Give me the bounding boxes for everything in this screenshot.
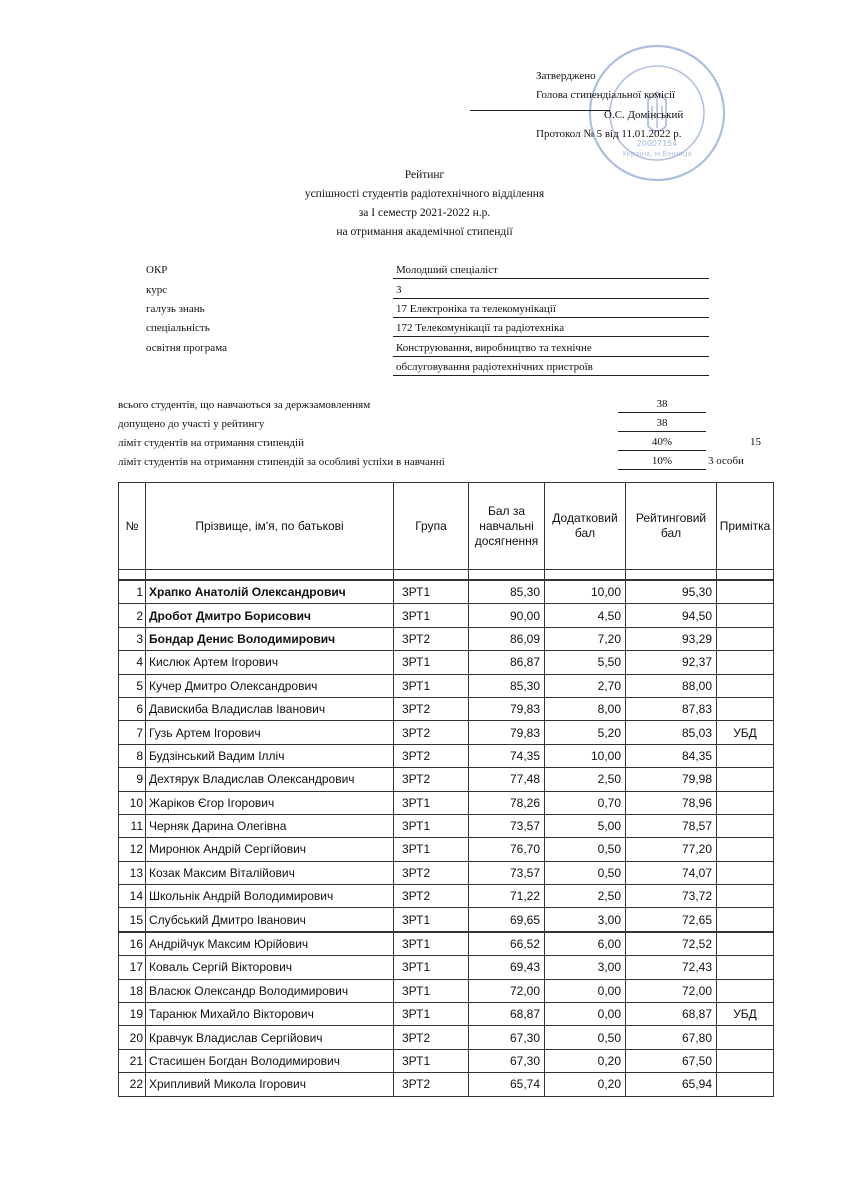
cell-academic-score: 79,83 bbox=[469, 721, 545, 744]
cell-group: 3РТ1 bbox=[394, 979, 469, 1002]
cell-rating: 84,35 bbox=[626, 744, 717, 767]
col-header-number: № bbox=[119, 483, 146, 570]
cell-number: 13 bbox=[119, 861, 146, 884]
cell-note bbox=[717, 956, 774, 979]
approval-commission-head: Голова стипендіальної комісії bbox=[536, 89, 676, 101]
cell-academic-score: 69,65 bbox=[469, 908, 545, 932]
cell-name: Слубський Дмитро Іванович bbox=[146, 908, 394, 932]
cell-number: 16 bbox=[119, 932, 146, 956]
col-header-academic-score: Бал за навчальні досягнення bbox=[469, 483, 545, 570]
cell-group: 3РТ2 bbox=[394, 768, 469, 791]
table-row bbox=[119, 956, 774, 979]
cell-number: 20 bbox=[119, 1026, 146, 1049]
col-header-note: Примітка bbox=[717, 483, 774, 570]
cell-academic-score: 85,30 bbox=[469, 674, 545, 697]
cell-group: 3РТ1 bbox=[394, 1049, 469, 1072]
cell-note bbox=[717, 908, 774, 932]
cell-bonus: 0,00 bbox=[545, 979, 626, 1002]
cell-note bbox=[717, 674, 774, 697]
cell-bonus: 0,50 bbox=[545, 1026, 626, 1049]
field-label-specialty: спеціальність bbox=[146, 322, 210, 334]
cell-bonus: 5,20 bbox=[545, 721, 626, 744]
cell-academic-score: 72,00 bbox=[469, 979, 545, 1002]
cell-bonus: 0,50 bbox=[545, 861, 626, 884]
field-label-knowledge-area: галузь знань bbox=[146, 303, 205, 315]
limit-value-scholarship: 40% bbox=[618, 435, 706, 451]
cell-rating: 73,72 bbox=[626, 885, 717, 908]
table-row bbox=[119, 1003, 774, 1026]
cell-group: 3РТ1 bbox=[394, 814, 469, 837]
cell-bonus: 7,20 bbox=[545, 627, 626, 650]
spacer-cell bbox=[626, 570, 717, 581]
cell-number: 1 bbox=[119, 580, 146, 604]
cell-academic-score: 79,83 bbox=[469, 697, 545, 720]
table-body bbox=[119, 570, 774, 1097]
cell-number: 6 bbox=[119, 697, 146, 720]
col-header-bonus: Додатковий бал bbox=[545, 483, 626, 570]
table-spacer-row bbox=[119, 570, 774, 581]
cell-name: Стасишен Богдан Володимирович bbox=[146, 1049, 394, 1072]
cell-number: 8 bbox=[119, 744, 146, 767]
cell-academic-score: 86,09 bbox=[469, 627, 545, 650]
cell-number: 4 bbox=[119, 651, 146, 674]
cell-rating: 67,80 bbox=[626, 1026, 717, 1049]
spacer-cell bbox=[146, 570, 394, 581]
cell-note bbox=[717, 814, 774, 837]
cell-group: 3РТ2 bbox=[394, 721, 469, 744]
cell-name: Дехтярук Владислав Олександрович bbox=[146, 768, 394, 791]
cell-number: 22 bbox=[119, 1073, 146, 1096]
table-row bbox=[119, 932, 774, 956]
cell-group: 3РТ2 bbox=[394, 744, 469, 767]
cell-number: 11 bbox=[119, 814, 146, 837]
cell-name: Хрипливий Микола Ігорович bbox=[146, 1073, 394, 1096]
cell-bonus: 5,00 bbox=[545, 814, 626, 837]
table-row bbox=[119, 580, 774, 604]
cell-number: 10 bbox=[119, 791, 146, 814]
cell-note bbox=[717, 979, 774, 1002]
cell-academic-score: 85,30 bbox=[469, 580, 545, 604]
table-row bbox=[119, 604, 774, 627]
cell-note bbox=[717, 651, 774, 674]
cell-rating: 79,98 bbox=[626, 768, 717, 791]
cell-group: 3РТ1 bbox=[394, 838, 469, 861]
cell-bonus: 2,50 bbox=[545, 768, 626, 791]
cell-group: 3РТ1 bbox=[394, 1003, 469, 1026]
cell-rating: 72,00 bbox=[626, 979, 717, 1002]
cell-name: Черняк Дарина Олегівна bbox=[146, 814, 394, 837]
cell-rating: 67,50 bbox=[626, 1049, 717, 1072]
signature-line bbox=[470, 110, 610, 111]
cell-bonus: 10,00 bbox=[545, 580, 626, 604]
cell-rating: 92,37 bbox=[626, 651, 717, 674]
cell-bonus: 8,00 bbox=[545, 697, 626, 720]
cell-group: 3РТ2 bbox=[394, 885, 469, 908]
cell-group: 3РТ1 bbox=[394, 956, 469, 979]
table-row bbox=[119, 885, 774, 908]
cell-note: УБД bbox=[717, 1003, 774, 1026]
cell-rating: 74,07 bbox=[626, 861, 717, 884]
cell-rating: 65,94 bbox=[626, 1073, 717, 1096]
table-row bbox=[119, 768, 774, 791]
limit-value-total: 38 bbox=[618, 397, 706, 413]
limit-extra-special: 3 особи bbox=[708, 455, 744, 467]
table-row bbox=[119, 1026, 774, 1049]
field-value-program-cont: обслуговування радіотехнічних пристроїв bbox=[393, 360, 709, 376]
cell-name: Кравчук Владислав Сергійович bbox=[146, 1026, 394, 1049]
cell-name: Кислюк Артем Ігорович bbox=[146, 651, 394, 674]
table-row bbox=[119, 908, 774, 932]
cell-bonus: 0,20 bbox=[545, 1073, 626, 1096]
cell-number: 12 bbox=[119, 838, 146, 861]
cell-group: 3РТ2 bbox=[394, 861, 469, 884]
cell-bonus: 0,20 bbox=[545, 1049, 626, 1072]
cell-name: Андрійчук Максим Юрійович bbox=[146, 932, 394, 956]
spacer-cell bbox=[717, 570, 774, 581]
approval-signer-name: О.С. Домінський bbox=[604, 109, 684, 121]
cell-academic-score: 86,87 bbox=[469, 651, 545, 674]
cell-number: 19 bbox=[119, 1003, 146, 1026]
cell-number: 15 bbox=[119, 908, 146, 932]
cell-bonus: 5,50 bbox=[545, 651, 626, 674]
cell-group: 3РТ2 bbox=[394, 1073, 469, 1096]
cell-group: 3РТ2 bbox=[394, 697, 469, 720]
cell-note bbox=[717, 580, 774, 604]
cell-number: 14 bbox=[119, 885, 146, 908]
spacer-cell bbox=[545, 570, 626, 581]
cell-name: Давискиба Владислав Іванович bbox=[146, 697, 394, 720]
cell-academic-score: 90,00 bbox=[469, 604, 545, 627]
cell-name: Кучер Дмитро Олександрович bbox=[146, 674, 394, 697]
doc-title: Рейтинг bbox=[404, 169, 445, 181]
cell-name: Гузь Артем Ігорович bbox=[146, 721, 394, 744]
table-row bbox=[119, 697, 774, 720]
table-row bbox=[119, 744, 774, 767]
field-label-course: курс bbox=[146, 284, 168, 296]
cell-number: 17 bbox=[119, 956, 146, 979]
cell-bonus: 6,00 bbox=[545, 932, 626, 956]
cell-group: 3РТ1 bbox=[394, 580, 469, 604]
table-row bbox=[119, 791, 774, 814]
cell-bonus: 0,50 bbox=[545, 838, 626, 861]
cell-group: 3РТ1 bbox=[394, 791, 469, 814]
cell-note bbox=[717, 932, 774, 956]
limit-label-total: всього студентів, що навчаються за держзамовленням bbox=[118, 399, 371, 411]
field-value-program: Конструювання, виробництво та технічне bbox=[393, 341, 709, 357]
cell-rating: 77,20 bbox=[626, 838, 717, 861]
cell-name: Миронюк Андрій Сергійович bbox=[146, 838, 394, 861]
cell-academic-score: 74,35 bbox=[469, 744, 545, 767]
cell-group: 3РТ1 bbox=[394, 674, 469, 697]
cell-group: 3РТ2 bbox=[394, 1026, 469, 1049]
cell-name: Храпко Анатолій Олександрович bbox=[146, 580, 394, 604]
table-row bbox=[119, 814, 774, 837]
cell-bonus: 0,70 bbox=[545, 791, 626, 814]
cell-note bbox=[717, 861, 774, 884]
cell-rating: 93,29 bbox=[626, 627, 717, 650]
cell-bonus: 3,00 bbox=[545, 956, 626, 979]
table-row bbox=[119, 979, 774, 1002]
limit-label-admitted: допущено до участі у рейтингу bbox=[118, 418, 265, 430]
spacer-cell bbox=[394, 570, 469, 581]
limit-label-scholarship: ліміт студентів на отримання стипендій bbox=[118, 437, 304, 449]
table-row bbox=[119, 1073, 774, 1096]
cell-academic-score: 65,74 bbox=[469, 1073, 545, 1096]
cell-academic-score: 77,48 bbox=[469, 768, 545, 791]
cell-rating: 88,00 bbox=[626, 674, 717, 697]
cell-number: 18 bbox=[119, 979, 146, 1002]
cell-academic-score: 71,22 bbox=[469, 885, 545, 908]
limit-label-special: ліміт студентів на отримання стипендій за особливі успіхи в навчанні bbox=[118, 456, 445, 468]
rating-table bbox=[118, 482, 774, 1097]
col-header-rating: Рейтинговий бал bbox=[626, 483, 717, 570]
field-value-knowledge-area: 17 Електроніка та телекомунікації bbox=[393, 302, 709, 318]
cell-name: Жаріков Єгор Ігорович bbox=[146, 791, 394, 814]
cell-rating: 95,30 bbox=[626, 580, 717, 604]
svg-text:Україна, м.Вінниця: Україна, м.Вінниця bbox=[622, 150, 692, 158]
cell-academic-score: 69,43 bbox=[469, 956, 545, 979]
table-row bbox=[119, 1049, 774, 1072]
cell-number: 21 bbox=[119, 1049, 146, 1072]
cell-bonus: 3,00 bbox=[545, 908, 626, 932]
cell-rating: 72,65 bbox=[626, 908, 717, 932]
approval-protocol: Протокол № 5 від 11.01.2022 р. bbox=[536, 128, 682, 140]
cell-name: Коваль Сергій Вікторович bbox=[146, 956, 394, 979]
col-header-name: Прізвище, ім'я, по батькові bbox=[146, 483, 394, 570]
cell-rating: 72,43 bbox=[626, 956, 717, 979]
svg-text:20007154: 20007154 bbox=[636, 139, 678, 148]
table-row bbox=[119, 627, 774, 650]
cell-academic-score: 73,57 bbox=[469, 861, 545, 884]
cell-rating: 85,03 bbox=[626, 721, 717, 744]
cell-academic-score: 73,57 bbox=[469, 814, 545, 837]
cell-note bbox=[717, 627, 774, 650]
limit-value-admitted: 38 bbox=[618, 416, 706, 432]
cell-name: Таранюк Михайло Вікторович bbox=[146, 1003, 394, 1026]
cell-group: 3РТ1 bbox=[394, 604, 469, 627]
doc-subtitle-semester: за І семестр 2021-2022 н.р. bbox=[358, 207, 491, 219]
cell-academic-score: 66,52 bbox=[469, 932, 545, 956]
cell-name: Школьнік Андрій Володимирович bbox=[146, 885, 394, 908]
cell-number: 2 bbox=[119, 604, 146, 627]
table-row bbox=[119, 861, 774, 884]
spacer-cell bbox=[119, 570, 146, 581]
table-row bbox=[119, 721, 774, 744]
cell-name: Будзінський Вадим Ілліч bbox=[146, 744, 394, 767]
table-row bbox=[119, 651, 774, 674]
spacer-cell bbox=[469, 570, 545, 581]
cell-number: 5 bbox=[119, 674, 146, 697]
table-header-row bbox=[119, 483, 774, 570]
cell-number: 7 bbox=[119, 721, 146, 744]
cell-academic-score: 78,26 bbox=[469, 791, 545, 814]
cell-number: 9 bbox=[119, 768, 146, 791]
cell-academic-score: 67,30 bbox=[469, 1049, 545, 1072]
cell-rating: 68,87 bbox=[626, 1003, 717, 1026]
limit-value-special: 10% bbox=[618, 454, 706, 470]
cell-bonus: 10,00 bbox=[545, 744, 626, 767]
field-label-program: освітня програма bbox=[146, 342, 227, 354]
cell-note bbox=[717, 604, 774, 627]
field-value-okr: Молодший спеціаліст bbox=[393, 263, 709, 279]
table-row bbox=[119, 838, 774, 861]
doc-subtitle-department: успішності студентів радіотехнічного відділення bbox=[304, 188, 545, 200]
cell-note: УБД bbox=[717, 721, 774, 744]
field-value-course: 3 bbox=[393, 283, 709, 299]
cell-note bbox=[717, 768, 774, 791]
cell-bonus: 2,70 bbox=[545, 674, 626, 697]
cell-academic-score: 76,70 bbox=[469, 838, 545, 861]
field-label-okr: ОКР bbox=[146, 264, 168, 276]
doc-subtitle-purpose: на отримання академічної стипендії bbox=[336, 226, 513, 238]
cell-note bbox=[717, 1026, 774, 1049]
cell-name: Дробот Дмитро Борисович bbox=[146, 604, 394, 627]
cell-note bbox=[717, 885, 774, 908]
cell-rating: 87,83 bbox=[626, 697, 717, 720]
cell-rating: 78,57 bbox=[626, 814, 717, 837]
limit-extra-scholarship: 15 bbox=[750, 436, 761, 448]
cell-note bbox=[717, 838, 774, 861]
cell-number: 3 bbox=[119, 627, 146, 650]
cell-note bbox=[717, 1073, 774, 1096]
cell-note bbox=[717, 697, 774, 720]
cell-bonus: 0,00 bbox=[545, 1003, 626, 1026]
cell-note bbox=[717, 791, 774, 814]
cell-academic-score: 67,30 bbox=[469, 1026, 545, 1049]
cell-academic-score: 68,87 bbox=[469, 1003, 545, 1026]
col-header-group: Група bbox=[394, 483, 469, 570]
cell-bonus: 4,50 bbox=[545, 604, 626, 627]
cell-name: Власюк Олександр Володимирович bbox=[146, 979, 394, 1002]
cell-name: Козак Максим Віталійович bbox=[146, 861, 394, 884]
field-value-specialty: 172 Телекомунікації та радіотехніка bbox=[393, 321, 709, 337]
cell-name: Бондар Денис Володимирович bbox=[146, 627, 394, 650]
cell-rating: 72,52 bbox=[626, 932, 717, 956]
table-row bbox=[119, 674, 774, 697]
approval-approved: Затверджено bbox=[536, 70, 596, 82]
cell-group: 3РТ1 bbox=[394, 651, 469, 674]
cell-group: 3РТ2 bbox=[394, 627, 469, 650]
cell-note bbox=[717, 744, 774, 767]
cell-note bbox=[717, 1049, 774, 1072]
cell-rating: 78,96 bbox=[626, 791, 717, 814]
cell-group: 3РТ1 bbox=[394, 908, 469, 932]
cell-group: 3РТ1 bbox=[394, 932, 469, 956]
cell-rating: 94,50 bbox=[626, 604, 717, 627]
cell-bonus: 2,50 bbox=[545, 885, 626, 908]
